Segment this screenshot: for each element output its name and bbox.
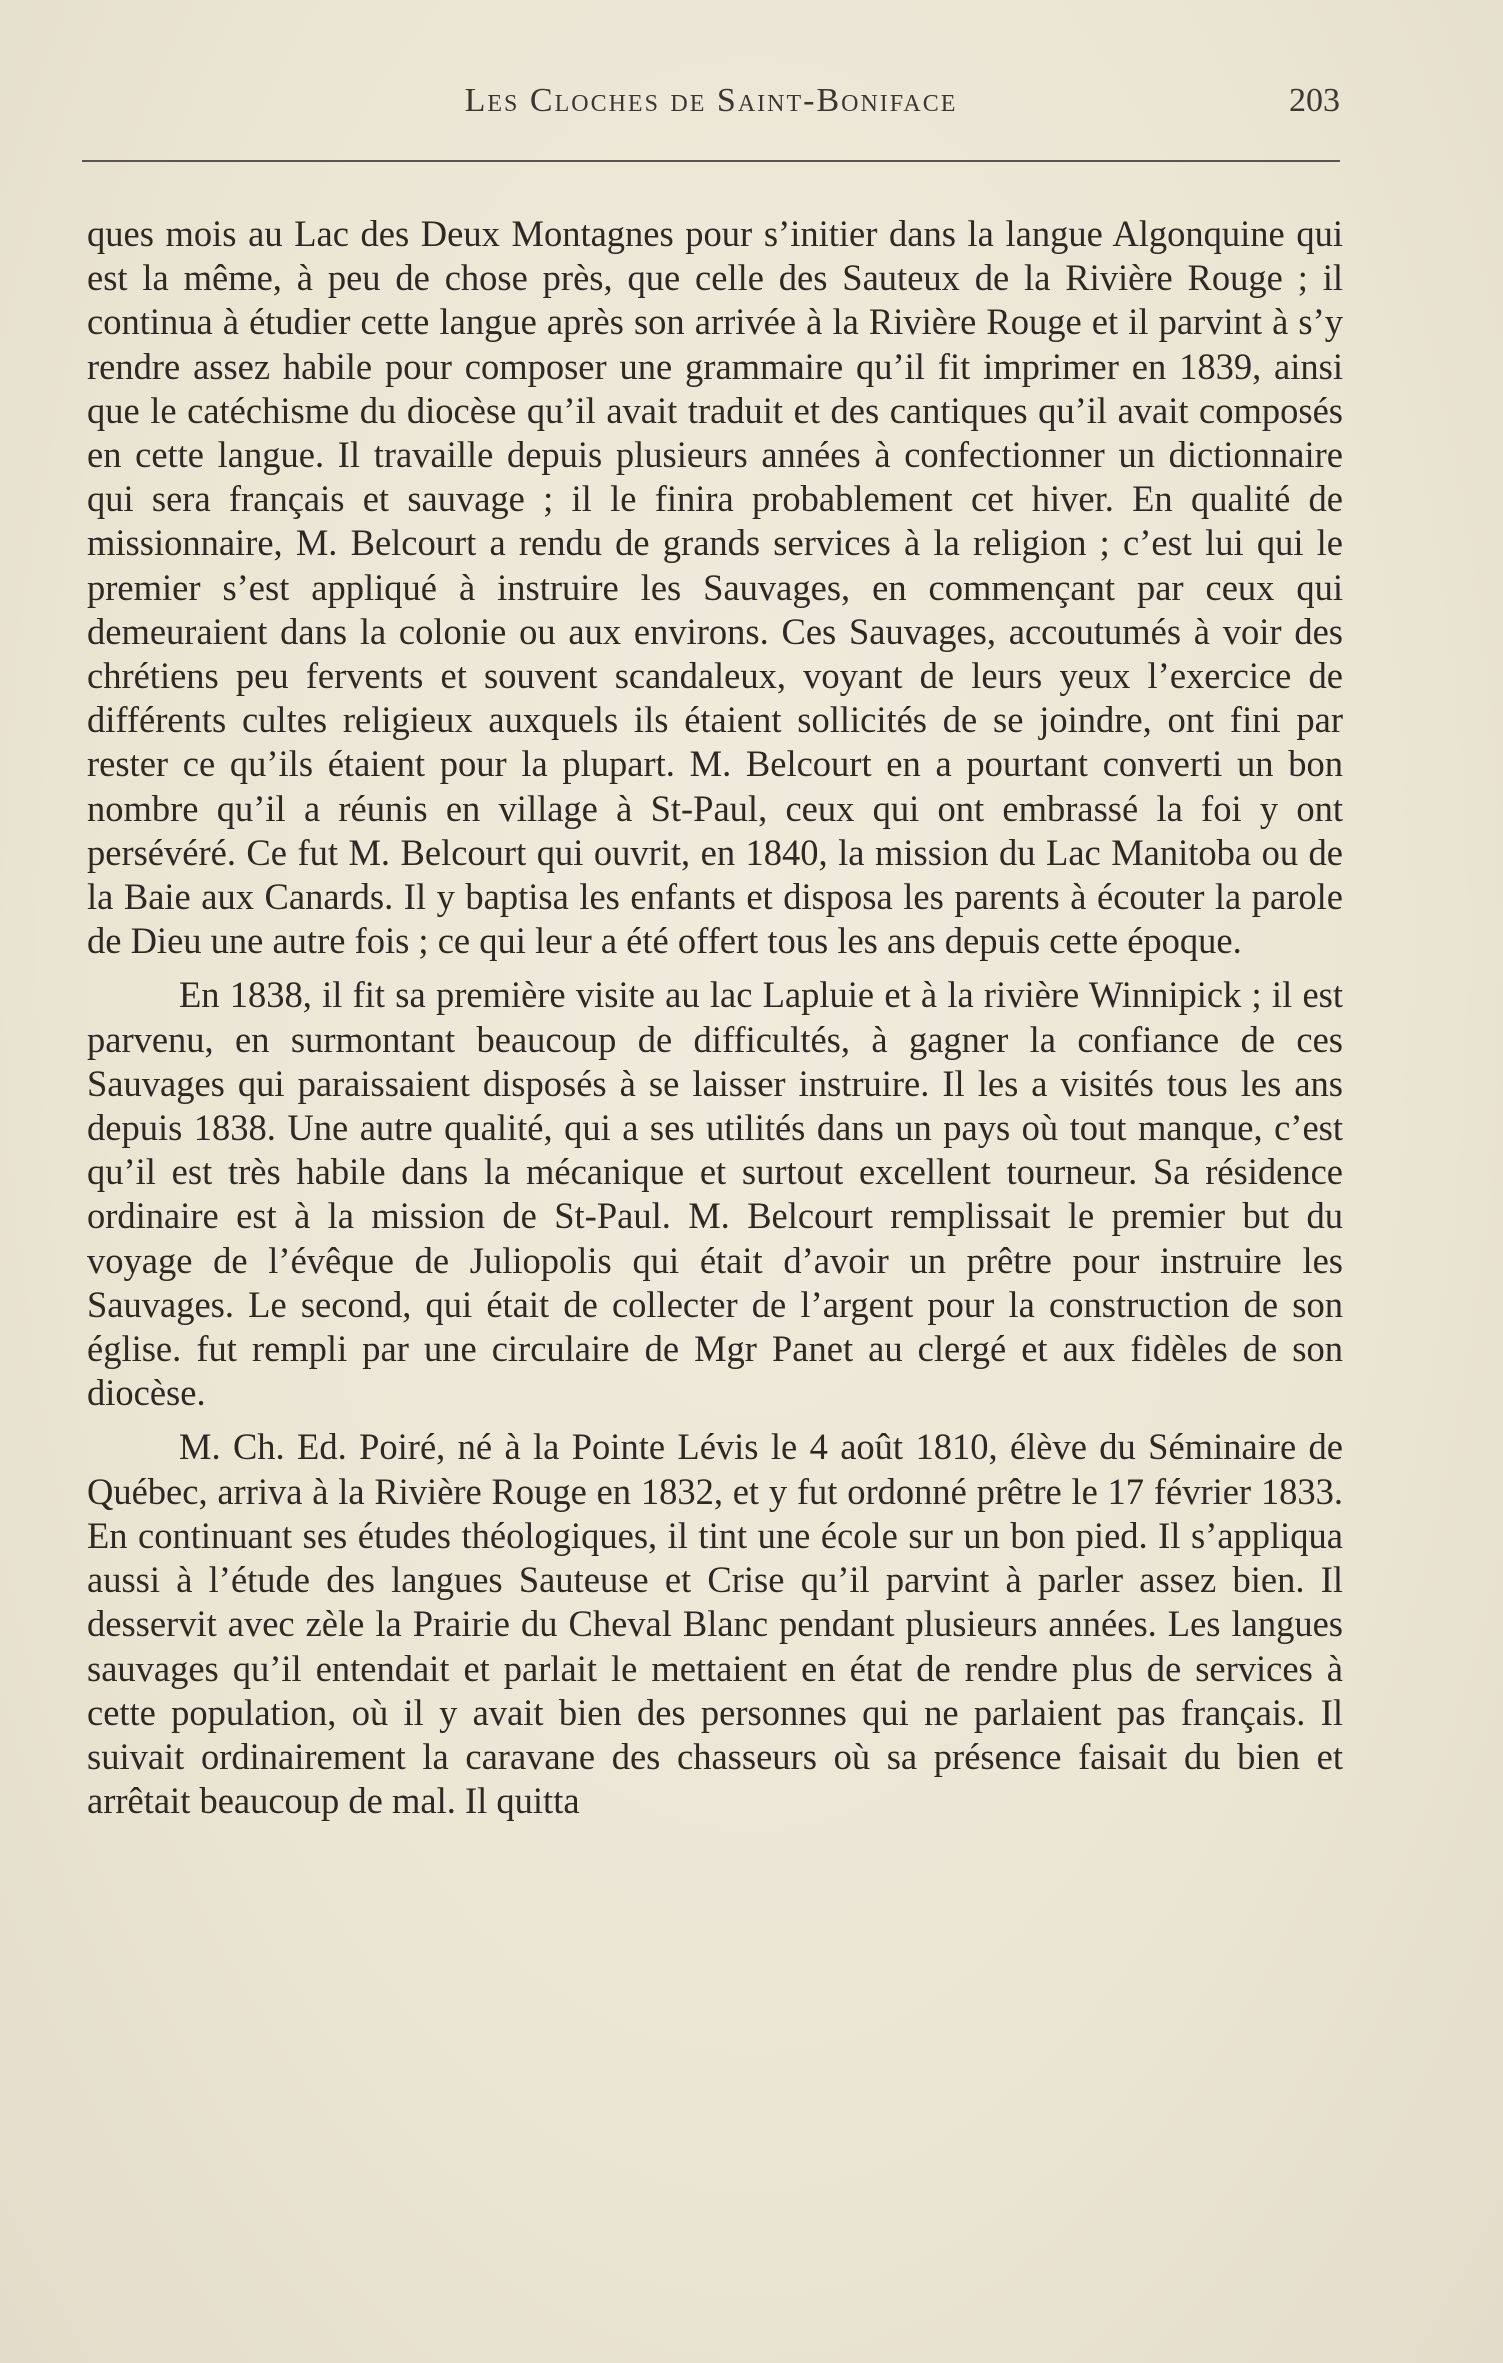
paragraph: ques mois au Lac des Deux Montagnes pour s’initier dans la langue Algonquine qui est la même, à peu de chose près, que celle des Sauteux de la Rivière Rouge ; il continua à étudier cette langue après son arrivée à la Rivière Rouge et il parvint à s’y rendre assez habile pour composer une grammaire qu’il fit imprimer en 1839, ainsi que le catéchisme du diocèse qu’il avait traduit et des cantiques qu’il avait composés en cette langue. Il travaille depuis plusieurs années à confectionner un dictionnaire qui sera français et sauvage ; il le finira probablement cet hiver. En qualité de missionnaire, M. Belcourt a rendu de grands services à la religion ; c’est lui qui le premier s’est appliqué à instruire les Sauvages, en commençant par ceux qui demeuraient dans la colonie ou aux environs. Ces Sauvages, accoutumés à voir des chrétiens peu fervents et souvent scandaleux, voyant de leurs yeux l’exercice de différents cultes religieux auxquels ils étaient sollicités de se joindre, ont fini par rester ce qu’ils étaient pour la plupart. M. Belcourt en a pourtant converti un bon nombre qu’il a réunis en village à St-Paul, ceux qui ont embrassé la foi y ont persévéré. Ce fut M. Belcourt qui ouvrit, en 1840, la mission du Lac Manitoba ou de la Baie aux Canards. Il y baptisa les enfants et disposa les parents à écouter la parole de Dieu une autre fois ; ce qui leur a été offert tous les ans depuis cette époque. xyxy=(87,213,1343,962)
body-text xyxy=(87,212,1343,1833)
page-number: 203 xyxy=(1289,82,1340,119)
running-title: Les Cloches de Saint-Boniface xyxy=(464,82,958,119)
paragraph: En 1838, il fit sa première visite au lac Lapluie et à la rivière Winnipick ; il est parvenu, en surmontant beaucoup de difficultés, à gagner la confiance de ces Sauvages qui paraissaient disposés à se laisser instruire. Il les a visités tous les ans depuis 1838. Une autre qualité, qui a ses utilités dans un pays où tout manque, c’est qu’il est très habile dans la mécanique et surtout excellent tourneur. Sa résidence ordinaire est à la mission de St-Paul. M. Belcourt remplissait le premier but du voyage de l’évêque de Juliopolis qui était d’avoir un prêtre pour instruire les Sauvages. Le second, qui était de collecter de l’argent pour la construction de son église. fut rempli par une circulaire de Mgr Panet au clergé et aux fidèles de son diocèse. xyxy=(87,974,1343,1414)
paragraph: M. Ch. Ed. Poiré, né à la Pointe Lévis le 4 août 1810, élève du Séminaire de Québec, arriva à la Rivière Rouge en 1832, et y fut ordonné prêtre le 17 février 1833. En continuant ses études théologiques, il tint une école sur un bon pied. Il s’appliqua aussi à l’étude des langues Sauteuse et Crise qu’il parvint à parler assez bien. Il desservit avec zèle la Prairie du Cheval Blanc pendant plusieurs années. Les langues sauvages qu’il entendait et parlait le mettaient en état de rendre plus de services à cette population, où il y avait bien des personnes qui ne parlaient pas français. Il suivait ordinairement la caravane des chasseurs où sa présence faisait du bien et arrêtait beaucoup de mal. Il quitta xyxy=(87,1426,1343,1822)
running-header xyxy=(82,82,1340,132)
header-rule xyxy=(82,160,1340,162)
